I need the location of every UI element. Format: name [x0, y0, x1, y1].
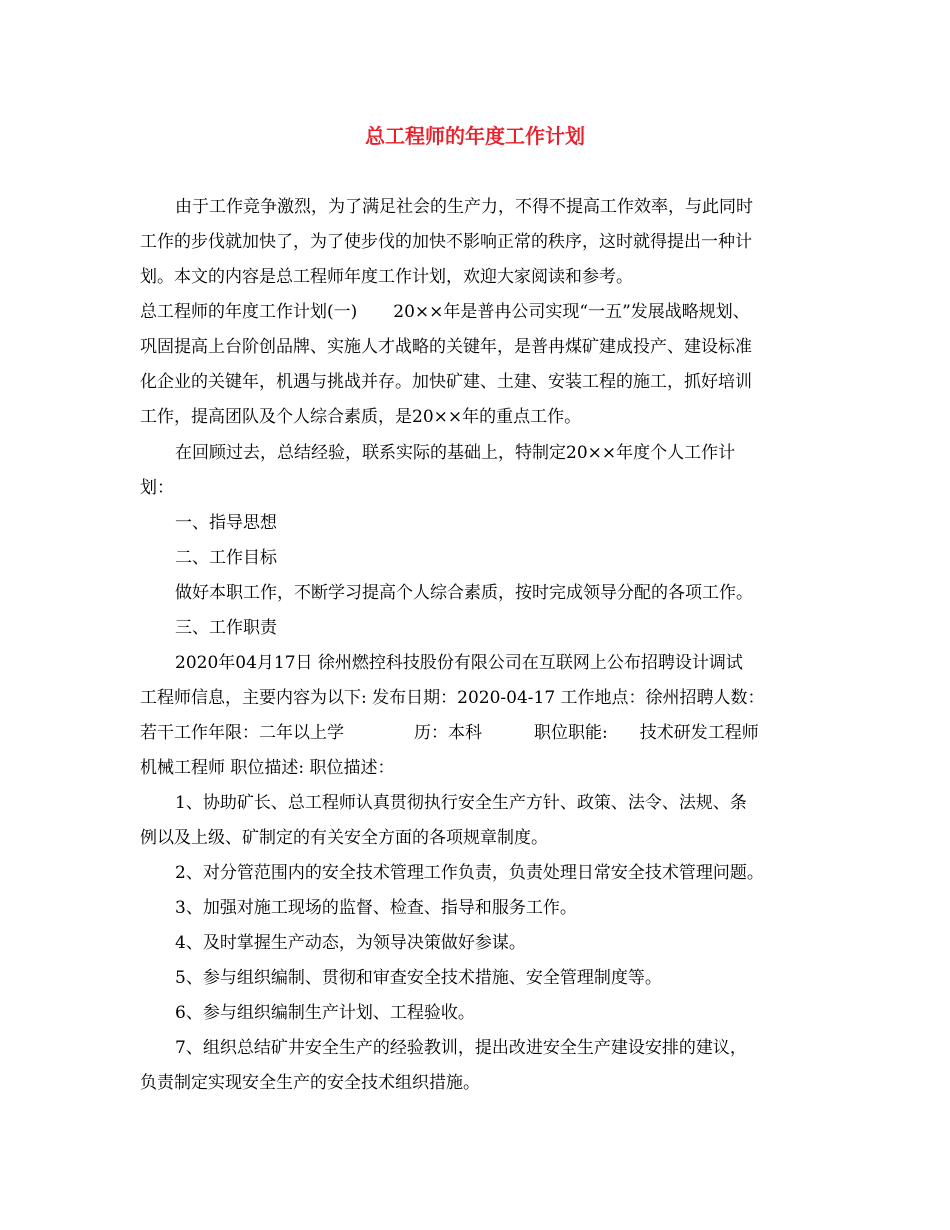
paragraph-text: 历：本科	[414, 723, 482, 743]
paragraph-line: 化企业的关键年，机遇与挑战并存。加快矿建、土建、安装工程的施工，抓好培训	[140, 372, 752, 392]
paragraph-line: 划：	[140, 478, 174, 498]
paragraph-line: 工作，提高团队及个人综合素质，是20××年的重点工作。	[140, 407, 582, 427]
list-heading: 一、指导思想	[175, 513, 277, 533]
paragraph-line: 工程师信息，主要内容为以下: 发布日期：2020-04-17 工作地点：徐州招聘人数：	[140, 688, 765, 708]
list-item-continuation: 负责制定实现安全生产的安全技术组织措施。	[140, 1073, 480, 1093]
section-heading: 总工程师的年度工作计划(一)	[140, 302, 358, 322]
paragraph-line: 机械工程师 职位描述: 职位描述：	[140, 758, 395, 778]
list-item: 2、对分管范围内的安全技术管理工作负责，负责处理日常安全技术管理问题。	[175, 863, 764, 883]
list-heading: 三、工作职责	[175, 618, 277, 638]
paragraph-line: 2020年04月17日 徐州燃控科技股份有限公司在互联网上公布招聘设计调试	[175, 653, 743, 673]
document-title: 总工程师的年度工作计划	[365, 124, 585, 148]
list-heading: 二、工作目标	[175, 548, 277, 568]
paragraph-line: 在回顾过去，总结经验，联系实际的基础上，特制定20××年度个人工作计	[175, 443, 736, 463]
paragraph-text: 若干工作年限：二年以上学	[140, 723, 344, 743]
paragraph-line: 做好本职工作，不断学习提高个人综合素质，按时完成领导分配的各项工作。	[175, 583, 753, 603]
paragraph-text: 职位职能:	[534, 723, 608, 743]
list-item: 4、及时掌握生产动态，为领导决策做好参谋。	[175, 933, 526, 953]
list-item: 6、参与组织编制生产计划、工程验收。	[175, 1003, 475, 1023]
paragraph-line: 巩固提高上台阶创品牌、实施人才战略的关键年，是普冉煤矿建成投产、建设标准	[140, 337, 752, 357]
list-item: 5、参与组织编制、贯彻和审查安全技术措施、安全管理制度等。	[175, 968, 662, 988]
list-item: 7、组织总结矿井安全生产的经验教训，提出改进安全生产建设安排的建议，	[175, 1038, 747, 1058]
paragraph-line: 划。本文的内容是总工程师年度工作计划，欢迎大家阅读和参考。	[140, 267, 633, 287]
list-item: 1、协助矿长、总工程师认真贯彻执行安全生产方针、政策、法令、法规、条	[175, 793, 747, 813]
paragraph-line: 工作的步伐就加快了，为了使步伐的加快不影响正常的秩序，这时就得提出一种计	[140, 232, 752, 252]
list-item-continuation: 例以及上级、矿制定的有关安全方面的各项规章制度。	[140, 828, 548, 848]
paragraph-line	[140, 721, 759, 745]
paragraph-line: 由于工作竞争激烈，为了满足社会的生产力，不得不提高工作效率，与此同时	[175, 197, 753, 217]
paragraph-text: 技术研发工程师	[639, 723, 759, 743]
paragraph-text: 20××年是普冉公司实现“一五”发展战略规划、	[393, 302, 750, 322]
section-heading-line	[140, 300, 750, 324]
list-item: 3、加强对施工现场的监督、检查、指导和服务工作。	[175, 898, 577, 918]
